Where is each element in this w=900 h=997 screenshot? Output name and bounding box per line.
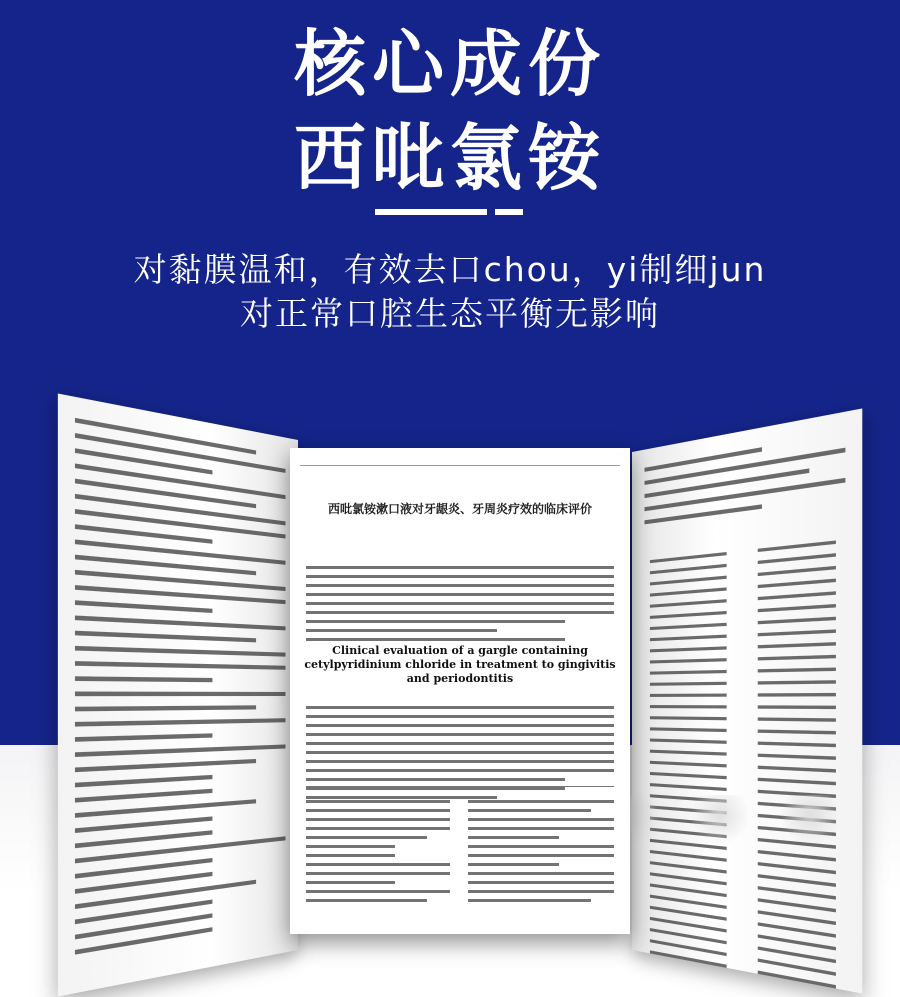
paper-cn-title: 西吡氯铵漱口液对牙龈炎、牙周炎疗效的临床评价 (327, 502, 592, 516)
paper-en-abstract (306, 706, 614, 805)
subtitle-line-1: 对黏膜温和，有效去口chou，yi制细jun (133, 250, 767, 289)
paper-text-block (644, 433, 845, 534)
paper-en-authors (300, 678, 620, 686)
paper-body-column-right (468, 800, 614, 908)
table-column (650, 552, 727, 976)
section-rule (306, 786, 614, 787)
divider-long (375, 209, 487, 215)
paper-cn-affiliation (290, 534, 630, 541)
paper-cn-abstract (306, 566, 614, 647)
paper-cn-authors (290, 522, 630, 530)
table-column (758, 540, 836, 993)
paper-body-column-left (306, 800, 450, 908)
glass-reflection (690, 795, 750, 845)
paper-en-title: Clinical evaluation of a gargle containing cetylpyridinium chloride in treatment to gingivitis and periodontitis (304, 644, 616, 685)
headline-line-2: 西吡氯铵 (293, 116, 606, 200)
paper-page-center (290, 448, 630, 934)
paper-en-affiliation (300, 688, 620, 694)
subtitle-line-2: 对正常口腔生态平衡无影响 (240, 294, 660, 333)
journal-header (300, 456, 620, 466)
divider-short (495, 209, 523, 215)
paper-page-left (58, 393, 298, 996)
headline-line-1: 核心成份 (293, 22, 606, 106)
glass-reflection (780, 795, 840, 845)
paper-page-right (632, 408, 862, 993)
paper-text-block (75, 418, 286, 965)
